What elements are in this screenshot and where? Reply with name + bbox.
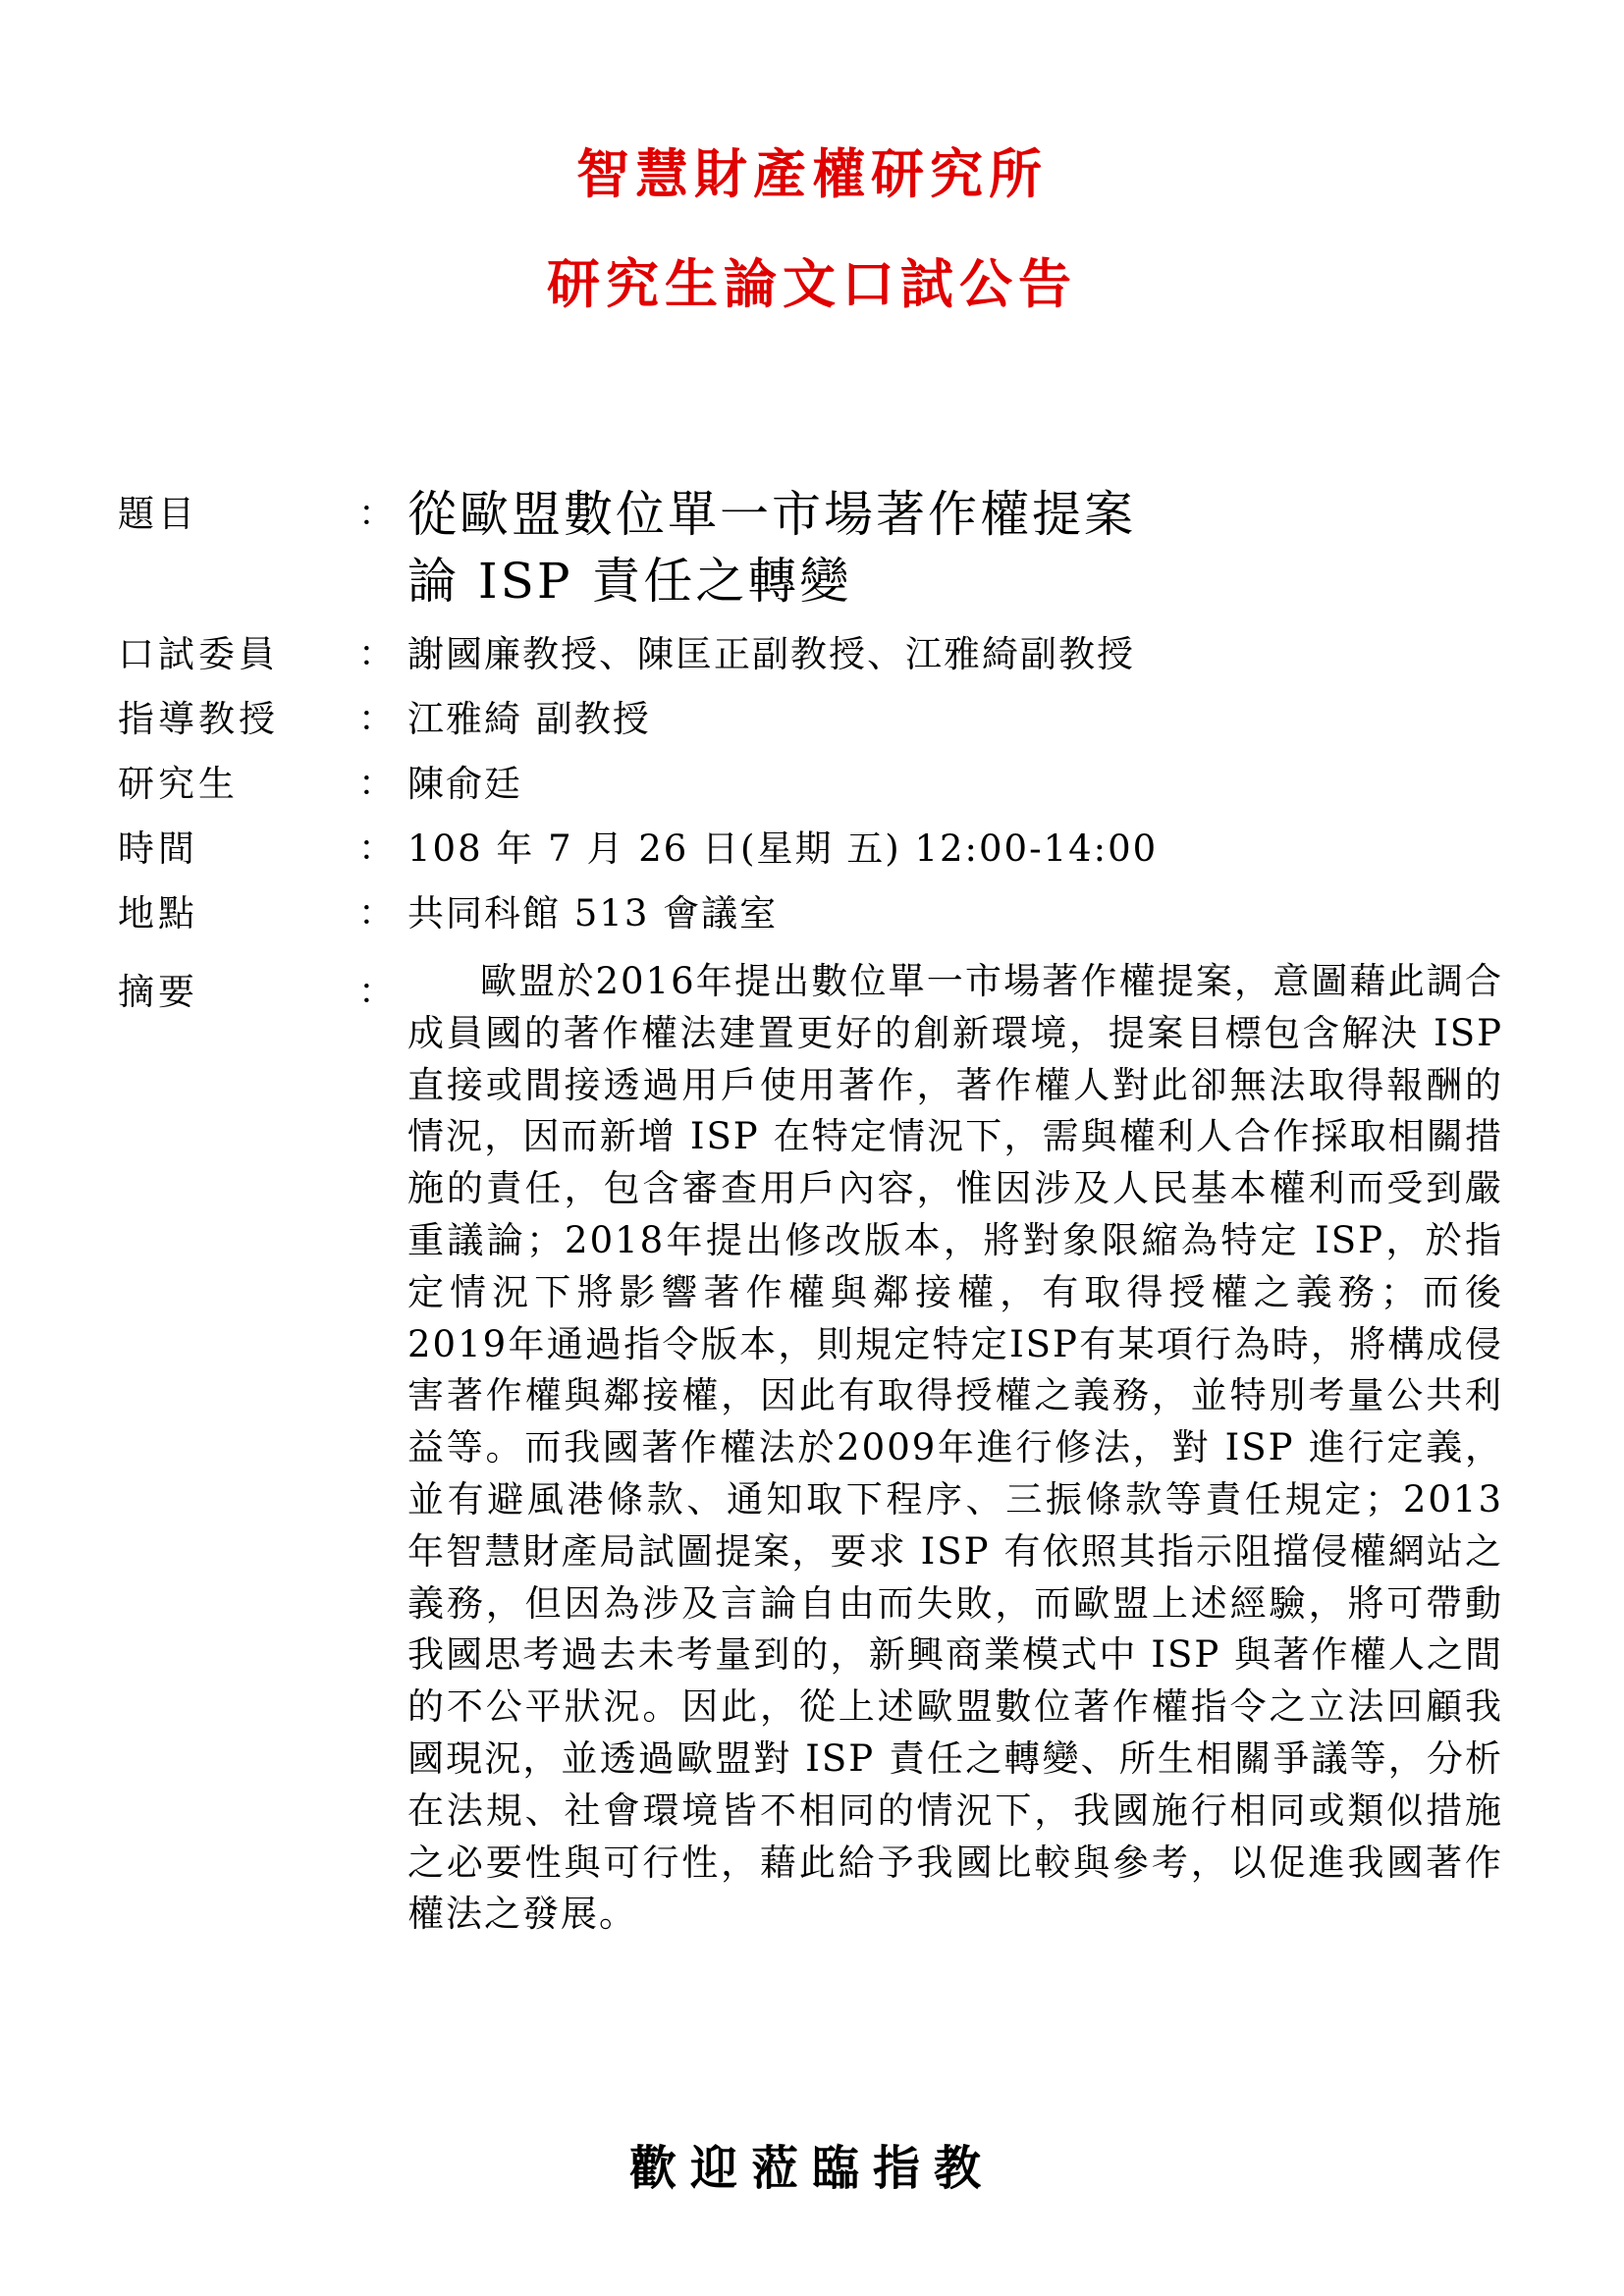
info-table [118,481,1512,1941]
abstract-text: 歐盟於2016年提出數位單一市場著作權提案，意圖藉此調合成員國的著作權法建置更好的創新環境，提案目標包含解決 ISP 直接或間接透過用戶使用著作，著作權人對此卻無法取得報酬的情況，因而新增 ISP 在特定情況下，需與權利人合作採取相關措施的責任，包含審查用戶內容，惟因涉及人民基本權利而受到嚴重議論；2018年提出修改版本，將對象限縮為特定 ISP，於指定情況下將影響著作權與鄰接權，有取得授權之義務；而後2019年通過指令版本，則規定特定ISP有某項行為時，將構成侵害著作權與鄰接權，因此有取得授權之義務，並特別考量公共利益等。而我國著作權法於2009年進行修法，對 ISP 進行定義，並有避風港條款、通知取下程序、三振條款等責任規定；2013年智慧財產局試圖提案，要求 ISP 有依照其指示阻擋侵權網站之義務，但因為涉及言論自由而失敗，而歐盟上述經驗，將可帶動我國思考過去未考量到的，新興商業模式中 ISP 與著作權人之間的不公平狀況。因此，從上述歐盟數位著作權指令之立法回顧我國現況，並透過歐盟對 ISP 責任之轉變、所生相關爭議等，分析在法規、社會環境皆不相同的情況下，我國施行相同或類似措施之必要性與可行性，藉此給予我國比較與參考，以促進我國著作權法之發展。 [407,960,1503,1936]
time-value: 108 年 7 月 26 日(星期 五) 12:00-14:00 [407,828,1159,870]
committee-label: 口試委員 [118,633,279,675]
time-row [118,817,1512,881]
advisor-value: 江雅綺 副教授 [407,698,651,740]
committee-value: 謝國廉教授、陳匡正副教授、江雅綺副教授 [407,633,1135,675]
topic-label: 題目 [118,493,198,535]
location-colon: ： [358,893,395,934]
location-value: 共同科館 513 會議室 [407,892,779,934]
advisor-row [118,687,1512,752]
advisor-colon: ： [358,699,395,739]
location-label: 地點 [118,892,198,934]
student-label: 研究生 [118,763,239,805]
abstract-colon: ： [358,972,395,1012]
committee-row [118,622,1512,687]
student-colon: ： [358,764,395,804]
advisor-label: 指導教授 [118,698,279,740]
time-colon: ： [358,828,395,869]
topic-value-line2: 論 ISP 責任之轉變 [407,553,852,610]
student-row [118,752,1512,817]
page-header [0,142,1624,315]
topic-value [407,481,1512,614]
location-row [118,881,1512,946]
topic-colon: ： [358,494,395,534]
welcome-message: 歡迎蒞臨指教 [628,2141,995,2196]
student-value: 陳俞廷 [407,763,522,805]
abstract-label: 摘要 [118,971,198,1013]
time-label: 時間 [118,828,198,870]
institute-title: 智慧財產權研究所 [576,142,1048,205]
announcement-title: 研究生論文口試公告 [547,252,1077,315]
topic-value-line1: 從歐盟數位單一市場著作權提案 [407,486,1136,543]
abstract-row [118,956,1512,1941]
committee-colon: ： [358,634,395,674]
topic-row [118,481,1512,614]
